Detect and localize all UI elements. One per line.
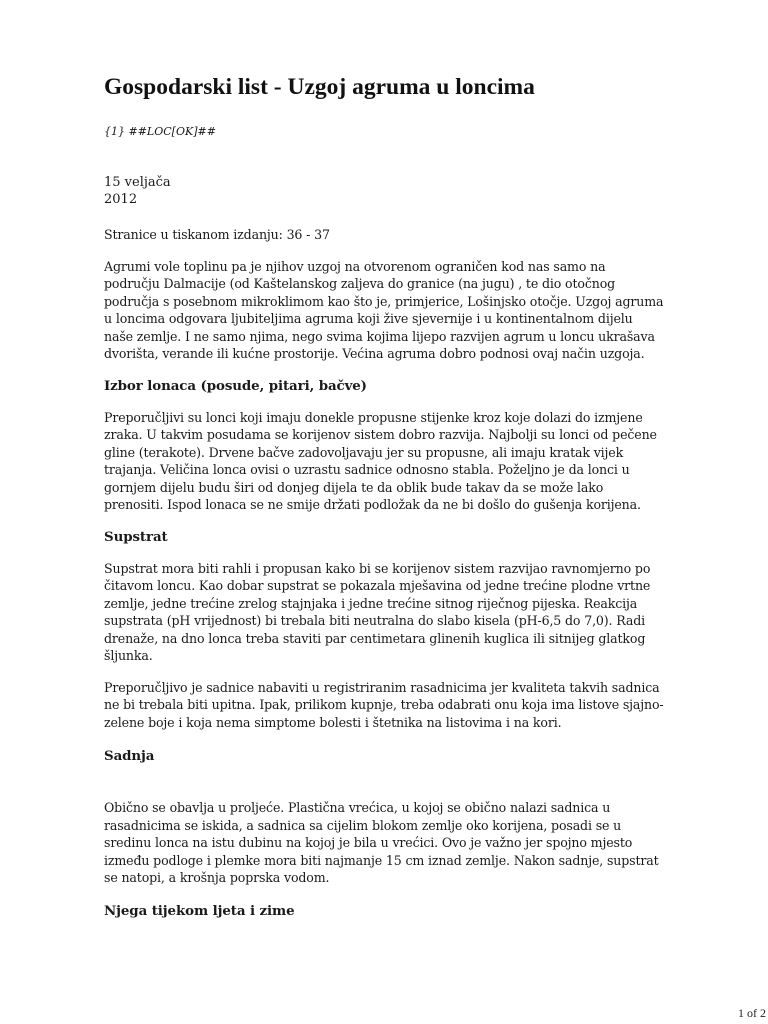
section-heading-sadnja: Sadnja xyxy=(104,748,155,764)
section-heading-supstrat: Supstrat xyxy=(104,528,168,545)
date-year: 2012 xyxy=(104,192,138,207)
intro-paragraph: Agrumi vole toplinu pa je njihov uzgoj na otvorenom ograničen kod nas samo na području Dalmacije (od Kaštelanskog zaljeva do granice (na jugu) , te dio otočnog područja s posebnom mikroklimom kao što je, primjerice, Lošinjsko otočje. Uzgoj agruma u loncima odgovara ljubiteljima agruma koji žive sjevernije i u kontinentalnom dijelu naše zemlje. I ne samo njima, nego svima kojima lijepo razvijen agrum u loncu ukrašava dvorišta, verande ili kućne prostorije. Većina agruma dobro podnosi ovaj način uzgoja. xyxy=(104,258,664,361)
section-heading-njega: Njega tijekom ljeta i zime xyxy=(104,902,295,919)
date-day-month: 15 veljača xyxy=(104,175,171,190)
section-heading-izbor: Izbor lonaca (posude, pitari, bačve) xyxy=(104,377,367,394)
izbor-paragraph: Preporučljivi su lonci koji imaju donekle propusne stijenke kroz koje dolazi do izmjene zraka. U takvim posudama se korijenov sistem dobro razvija. Najbolji su lonci od pečene gline (terakote). Drvene bačve zadovoljavaju jer su propusne, ali imaju kratak vijek trajanja. Veličina lonca ovisi o uzrastu sadnice odnosno stabla. Poželjno je da lonci u gornjem dijelu budu širi od donjeg dijela te da oblik bude takav da se može lako prenositi. Ispod lonaca se ne smije držati podložak da ne bi došlo do gušenja korijena. xyxy=(104,409,657,512)
meta-line: {1} ##LOC[OK]## xyxy=(104,125,216,138)
publication-date xyxy=(104,174,664,208)
document-page xyxy=(104,70,664,920)
sadnja-paragraph: Obično se obavlja u proljeće. Plastična vrećica, u kojoj se obično nalazi sadnica u rasadnicima se iskida, a sadnica sa cijelim blokom zemlje oko korijena, posadi se u sredinu lonca na istu dubinu na kojoj je bila u vrećici. Ovo je važno jer spojno mjesto između podloge i plemke mora biti najmanje 15 cm iznad zemlje. Nakon sadnje, supstrat se natopi, a krošnja poprska vodom. xyxy=(104,800,659,885)
supstrat-paragraph-1: Supstrat mora biti rahli i propusan kako bi se korijenov sistem razvijao ravnomjerno po čitavom loncu. Kao dobar supstrat se pokazala mješavina od jedne trećine plodne vrtne zemlje, jedne trećine zrelog stajnjaka i jedne trećine sitnog riječnog pijeska. Reakcija supstrata (pH vrijednost) bi trebala biti neutralna do slabo kisela (pH-6,5 do 7,0). Radi drenaže, na dno lonca treba staviti par centimetara glinenih kuglica ili sitnijeg glatkog šljunka. xyxy=(104,560,651,663)
supstrat-paragraph-2: Preporučljivo je sadnice nabaviti u registriranim rasadnicima jer kvaliteta takvih sadnica ne bi trebala biti upitna. Ipak, prilikom kupnje, treba odabrati onu koja ima listove sjajno-zelene boje i koja nema simptome bolesti i štetnika na listovima i na kori. xyxy=(104,679,664,730)
page-number: 1 of 2 xyxy=(738,1006,766,1020)
page-title: Gospodarski list - Uzgoj agruma u loncima xyxy=(104,74,535,100)
print-pages-line: Stranice u tiskanom izdanju: 36 - 37 xyxy=(104,227,330,242)
